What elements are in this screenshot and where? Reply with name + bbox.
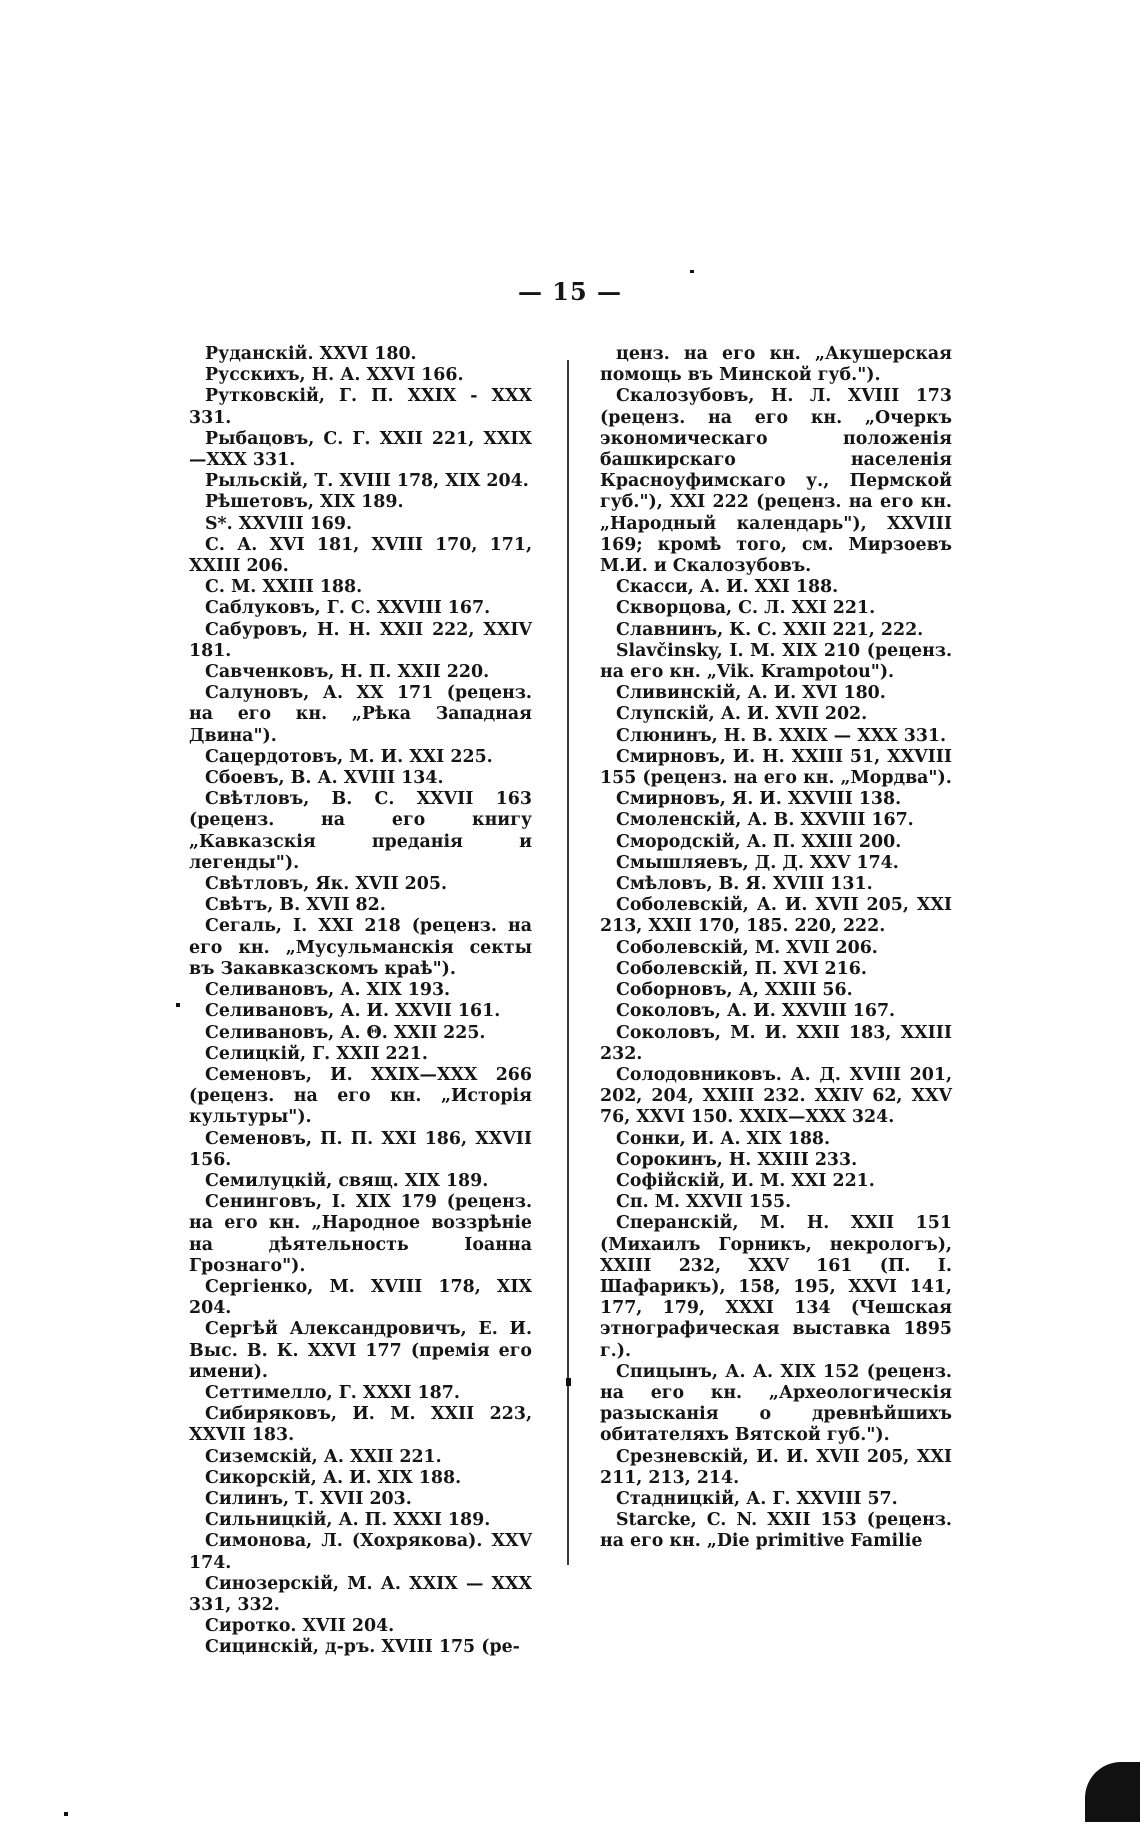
entry-name: Срезневскій, <box>616 1446 749 1467</box>
entry-references: Г. С. XXVIII 167. <box>320 598 491 619</box>
entry-name: Сонки, <box>616 1128 686 1149</box>
index-entry <box>600 683 952 704</box>
entry-references: А. И. XXVII 161. <box>334 1001 501 1022</box>
entry-references: А. А. XIX 152 (реценз. на его кн. „Археологическія разысканія о древнѣйшихъ обитателяхъ Вятской губ."). <box>600 1361 952 1446</box>
index-entry <box>189 1129 532 1171</box>
entry-references: А. XX 171 (реценз. на его кн. „Рѣка Западная Двина"). <box>189 683 532 746</box>
entry-references: А. XXII 221. <box>317 1446 442 1467</box>
index-entry <box>189 1171 532 1192</box>
index-entry <box>189 1531 532 1573</box>
entry-name: Свѣтловъ, <box>205 789 310 810</box>
index-entry <box>600 980 952 1001</box>
index-entry <box>189 1637 532 1658</box>
index-entry <box>600 1001 952 1022</box>
entry-references: Я. И. XXVIII 138. <box>725 789 902 810</box>
entry-name: Сибиряковъ, <box>205 1404 337 1425</box>
entry-references: М. XXIII 188. <box>224 577 363 598</box>
entry-name: Соболевскій, <box>616 937 749 958</box>
index-entry <box>600 598 952 619</box>
entry-references: А. Г. XXVIII 57. <box>740 1488 898 1509</box>
entry-references: М. XXVII 155. <box>648 1192 792 1213</box>
index-entry <box>600 704 952 725</box>
entry-name: Смышляевъ, <box>616 852 749 873</box>
index-entry <box>600 895 952 937</box>
entry-references: М. И. XXI 225. <box>343 746 493 767</box>
index-entry <box>189 1044 532 1065</box>
entry-references: М. А. XXIX — XXX 331, 332. <box>189 1573 532 1615</box>
entry-name: Рѣшетовъ, <box>205 492 314 513</box>
entry-references: А. И. XVI 180. <box>741 683 886 704</box>
index-entry <box>189 1510 532 1531</box>
entry-references: И. М. XXI 221. <box>725 1170 875 1191</box>
index-entry <box>600 620 952 641</box>
entry-references: Н. В. XXIX — XXX 331. <box>717 725 947 746</box>
entry-name: Сорокинъ, <box>616 1149 723 1170</box>
index-entry <box>189 916 532 980</box>
index-entry <box>600 1129 952 1150</box>
index-entry <box>600 747 952 789</box>
index-entry <box>189 1319 532 1383</box>
index-entry <box>189 1404 532 1446</box>
entry-references: В. А. XVIII 134. <box>284 768 444 789</box>
entry-name: Сеттимелло, <box>205 1382 333 1403</box>
entry-references: И. А. XIX 188. <box>685 1128 831 1149</box>
entry-name: Синозерскій, <box>205 1573 340 1594</box>
entry-references: свящ. XIX 189. <box>332 1170 489 1191</box>
scan-speck <box>64 1812 68 1816</box>
entry-name: Селивановъ, <box>205 980 335 1001</box>
entry-references: Т. XVIII 178, XIX 204. <box>308 471 529 492</box>
entry-name: Савченковъ, <box>205 662 335 683</box>
entry-references: П. П. XXI 186, XXVII 156. <box>189 1128 532 1170</box>
entry-name: Селицкій, <box>205 1043 307 1064</box>
entry-references: В. XVII 82. <box>273 895 386 916</box>
entry-name: Славнинъ, <box>616 619 724 640</box>
entry-name: С. <box>205 577 225 598</box>
entry-name: Соколовъ, <box>616 1001 721 1022</box>
entry-name: Семеновъ, <box>205 1064 312 1085</box>
index-entry <box>600 1171 952 1192</box>
index-entry <box>189 1447 532 1468</box>
entry-references: XXVI 180. <box>313 344 417 364</box>
entry-references: Н. XXIII 233. <box>722 1149 858 1170</box>
entry-references: д-ръ. XVIII 175 (ре- <box>318 1637 520 1658</box>
index-entry <box>189 1616 532 1637</box>
entry-name: Селивановъ, <box>205 1022 335 1043</box>
index-entry <box>189 1065 532 1129</box>
entry-name: Сабуровъ, <box>205 619 309 640</box>
index-entry <box>189 344 532 365</box>
entry-references: Е. И. Выс. В. К. XXVI 177 (премія его имени). <box>189 1319 533 1382</box>
entry-name: Соболевскій, <box>616 895 749 916</box>
index-entry <box>189 471 532 492</box>
entry-references: П. XVI 216. <box>748 958 867 979</box>
entry-name: Свѣтъ, <box>205 895 274 916</box>
entry-name: Смородскій, <box>616 831 741 852</box>
entry-name: Симонова, <box>205 1531 313 1552</box>
entry-name: Спицынъ, <box>616 1361 718 1382</box>
scan-speck <box>566 1378 571 1386</box>
index-entry <box>189 535 532 577</box>
entry-references: С. Г. XXII 221, XXIX—XXX 331. <box>189 428 532 471</box>
entry-name: Смирновъ, <box>616 746 726 767</box>
index-entry <box>189 895 532 916</box>
entry-name: Стадницкій, <box>616 1488 741 1509</box>
entry-name: Соболевскій, <box>616 958 749 979</box>
entry-name: Руданскій. <box>205 344 314 364</box>
index-entry <box>189 789 532 874</box>
entry-name: Русскихъ, <box>205 365 306 386</box>
entry-references: Н. Н. XXII 222, XXIV 181. <box>189 619 532 661</box>
index-entry <box>189 683 532 747</box>
index-entry <box>600 726 952 747</box>
page-number: — 15 — <box>517 277 623 306</box>
entry-references: XVII 204. <box>296 1616 395 1637</box>
index-entry <box>600 789 952 810</box>
index-entry <box>189 1489 532 1510</box>
index-entry <box>600 1023 952 1065</box>
entry-name: Соборновъ, <box>616 980 733 1001</box>
entry-name: Сицинскій, <box>205 1637 319 1658</box>
entry-references: А. И. XIX 188. <box>316 1467 462 1488</box>
entry-references: I. XXI 218 (реценз. на его кн. „Мусульманскія секты въ Закавказскомъ краѣ"). <box>189 916 532 979</box>
entry-name: Сильницкій, <box>205 1510 333 1531</box>
entry-references: Т. XVII 203. <box>289 1488 412 1509</box>
entry-references: Г. П. XXIX - XXX 331. <box>189 386 532 428</box>
entry-references: М. XVIII 178, XIX 204. <box>189 1276 532 1319</box>
entry-name: Сергіенко, <box>205 1276 314 1297</box>
index-entry <box>189 386 532 428</box>
index-entry <box>189 980 532 1001</box>
entry-references: В. С. XXVII 163 (реценз. на его книгу „Кавказскія преданія и легенды"). <box>189 789 532 873</box>
entry-references: А, XXIII 56. <box>732 980 853 1001</box>
left-column <box>189 344 532 1659</box>
entry-references: ценз. на его кн. „Акушерская помощь въ Минской губ."). <box>600 344 952 386</box>
index-entry <box>600 577 952 598</box>
entry-name: Сп. <box>616 1192 649 1213</box>
entry-references: В. Я. XVIII 131. <box>712 874 873 895</box>
entry-name: Slavčinsky, <box>616 640 723 661</box>
index-entry <box>600 1213 952 1361</box>
scan-blot <box>1085 1762 1140 1822</box>
entry-references: И. И. XVII 205, XXI 211, 213, 214. <box>600 1446 952 1488</box>
entry-name: Сиротко. <box>205 1616 297 1637</box>
entry-references: А. XVI 181, XVIII 170, 171, XXIII 206. <box>189 534 532 577</box>
entry-name: Саблуковъ, <box>205 598 321 619</box>
entry-name: Салуновъ, <box>205 683 310 704</box>
entry-references: I. M. XIX 210 (реценз. на его кн. „Vik. Krampotou"). <box>600 640 952 683</box>
entry-references: А. В. XXVIII 167. <box>741 810 914 831</box>
index-entry <box>600 1510 952 1552</box>
entry-references: А. И. XXI 188. <box>693 577 839 598</box>
entry-references: А. П. XXIII 200. <box>740 831 902 852</box>
entry-name: Слюнинъ, <box>616 725 718 746</box>
entry-references: С. Л. XXI 221. <box>732 598 876 619</box>
index-entry <box>600 1447 952 1489</box>
entry-name: Рыбацовъ, <box>205 428 315 449</box>
scan-speck <box>176 1003 180 1007</box>
index-entry <box>189 747 532 768</box>
entry-name: Сикорскій, <box>205 1467 317 1488</box>
entry-name: Софійскій, <box>616 1170 726 1191</box>
index-entry <box>189 577 532 598</box>
entry-references: Як. XVII 205. <box>309 874 448 895</box>
entry-references: Л. (Хохрякова). XXV 174. <box>189 1531 532 1573</box>
right-column <box>600 344 952 1553</box>
entry-references: И. XXIX—XXX 266 (реценз. на его кн. „Исторія культуры"). <box>189 1064 532 1128</box>
index-entry <box>600 959 952 980</box>
entry-references: Г. XXXI 187. <box>332 1382 460 1403</box>
entry-references: А. И. XXVIII 167. <box>720 1001 896 1022</box>
index-entry <box>189 429 532 471</box>
entry-name: Сбоевъ, <box>205 768 285 789</box>
entry-name: Сиземскій, <box>205 1446 318 1467</box>
index-entry <box>600 810 952 831</box>
index-entry <box>189 598 532 619</box>
index-entry <box>189 768 532 789</box>
index-entry <box>600 1065 952 1129</box>
index-entry <box>189 514 532 535</box>
entry-name: Скворцова, <box>616 598 733 619</box>
entry-name: S*. <box>205 513 233 534</box>
entry-name: Силинъ, <box>205 1488 290 1509</box>
entry-name: Сенинговъ, <box>205 1192 322 1213</box>
entry-references: А. XIX 193. <box>334 980 451 1001</box>
index-entry <box>189 365 532 386</box>
entry-references: Д. Д. XXV 174. <box>748 852 899 873</box>
index-entry <box>600 853 952 874</box>
index-entry <box>189 492 532 513</box>
index-entry <box>600 386 952 577</box>
entry-name: С. <box>205 534 225 555</box>
index-entry <box>600 641 952 683</box>
index-entry <box>600 938 952 959</box>
entry-name: Скалозубовъ, <box>616 386 755 407</box>
entry-references: А. И. XVII 202. <box>714 704 868 725</box>
entry-references: А. И. XVII 205, XXI 213, XXII 170, 185. 220, 222. <box>600 895 952 937</box>
entry-references: I. XIX 179 (реценз. на его кн. „Народное воззрѣніе на дѣятельность Іоанна Грознаго"). <box>189 1192 532 1276</box>
entry-name: Сацердотовъ, <box>205 746 344 767</box>
entry-name: Сперанскій, <box>616 1213 739 1234</box>
entry-references: XIX 189. <box>313 492 404 513</box>
entry-references: К. С. XXII 221, 222. <box>723 619 924 640</box>
index-entry <box>189 1001 532 1022</box>
entry-name: Рутковскій, <box>205 386 325 407</box>
entry-references: М. И. XXII 183, XXIII 232. <box>600 1022 952 1064</box>
entry-references: А. Д. XVIII 201, 202, 204, XXIII 232. XXIV 62, XXV 76, XXVI 150. XXIX—XXX 324. <box>600 1064 952 1128</box>
entry-name: Солодовниковъ. <box>616 1064 782 1085</box>
index-entry <box>189 1023 532 1044</box>
index-entry <box>189 1574 532 1616</box>
entry-references: А. Θ. XXII 225. <box>334 1022 486 1043</box>
entry-references: Н. П. XXII 220. <box>334 662 490 683</box>
index-entry <box>189 620 532 662</box>
index-entry <box>189 874 532 895</box>
index-entry <box>600 832 952 853</box>
entry-name: Слупскій, <box>616 704 715 725</box>
entry-name: Сегаль, <box>205 916 282 937</box>
index-entry <box>600 1362 952 1447</box>
entry-name: Смирновъ, <box>616 789 726 810</box>
entry-references: М. Н. XXII 151 (Михаилъ Горникъ, некрологъ), XXIII 232, XXV 161 (П. I. Шафарикъ), 158, 195, XXVI 141, 177, 179, XXXI 134 (Чешская этнографическая выставка 1895 г.). <box>600 1213 952 1361</box>
entry-references: Н. А. XXVI 166. <box>305 365 464 386</box>
entry-references: И. М. XXII 223, XXVII 183. <box>189 1404 532 1446</box>
index-entry <box>600 874 952 895</box>
index-entry <box>600 1489 952 1510</box>
index-entry <box>189 1277 532 1319</box>
entry-name: Сергѣй Александровичъ, <box>205 1319 467 1340</box>
entry-references: Г. XXII 221. <box>306 1043 428 1064</box>
entry-references: И. Н. XXIII 51, XXVIII 155 (реценз. на его кн. „Мордва"). <box>600 746 952 789</box>
entry-name: Скасси, <box>616 577 694 598</box>
entry-name: Смѣловъ, <box>616 874 713 895</box>
index-entry <box>189 1192 532 1277</box>
entry-name: Starcke, <box>616 1510 697 1531</box>
entry-references: Н. Л. XVIII 173 (реценз. на его кн. „Очеркъ экономическаго положенія башкирскаго населенія Красноуфимскаго у., Пермской губ."), XXI 222 (реценз. на его кн. „Народный календарь"), XXVIII 169; кромѣ того, см. Мирзоевъ М.И. и Скалозубовъ. <box>600 386 952 577</box>
entry-name: Смоленскій, <box>616 810 742 831</box>
entry-name: Селивановъ, <box>205 1001 335 1022</box>
entry-references: XXVIII 169. <box>232 513 353 534</box>
scan-speck <box>690 270 694 273</box>
entry-name: Семилуцкій, <box>205 1170 333 1191</box>
entry-references: М. XVII 206. <box>748 937 878 958</box>
entry-name: Сливинскій, <box>616 683 742 704</box>
entry-references: А. П. XXXI 189. <box>332 1510 491 1531</box>
index-entry <box>600 1192 952 1213</box>
entry-name: Семеновъ, <box>205 1128 312 1149</box>
entry-references: C. N. XXII 153 (реценз. на его кн. „Die primitive Familie <box>600 1510 952 1552</box>
index-entry <box>189 1383 532 1404</box>
entry-name: Соколовъ, <box>616 1022 721 1043</box>
index-entry <box>600 1150 952 1171</box>
index-entry <box>600 344 952 386</box>
index-entry <box>189 1468 532 1489</box>
index-entry <box>189 662 532 683</box>
entry-name: Свѣтловъ, <box>205 874 310 895</box>
entry-name: Рыльскій, <box>205 471 309 492</box>
